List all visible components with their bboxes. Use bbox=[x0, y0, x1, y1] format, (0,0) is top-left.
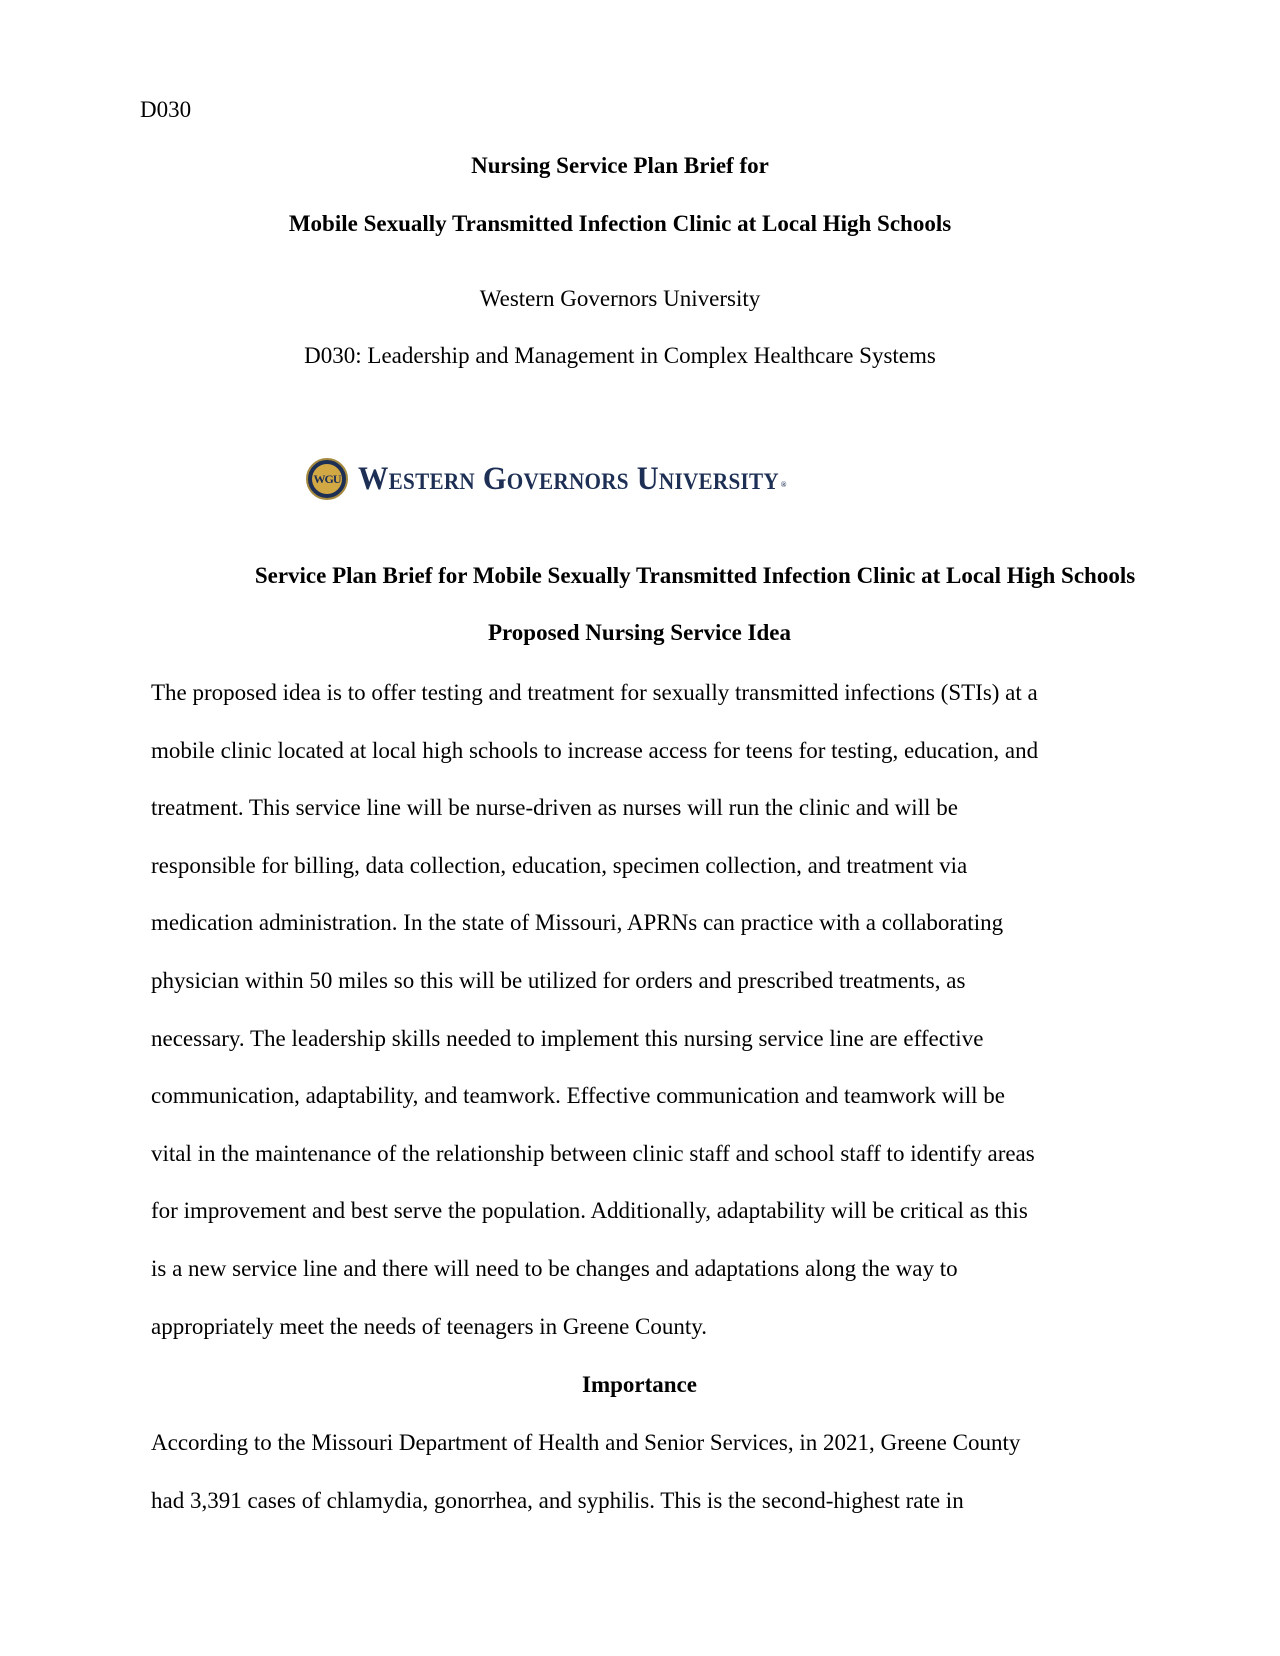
trademark-symbol: ® bbox=[780, 479, 787, 489]
paragraph-line: medication administration. In the state of Missouri, APRNs can practice with a collaborating bbox=[151, 910, 1004, 936]
paragraph-line: mobile clinic located at local high schools to increase access for teens for testing, education, and bbox=[151, 737, 1039, 763]
logo-wordmark bbox=[358, 461, 785, 498]
importance-paragraph bbox=[151, 1414, 1151, 1529]
section-heading-importance: Importance bbox=[582, 1372, 697, 1397]
seal-monogram: WGU bbox=[312, 464, 342, 494]
paragraph-line: vital in the maintenance of the relationship between clinic staff and school staff to identify areas bbox=[151, 1140, 1035, 1166]
section-heading-proposed-idea: Proposed Nursing Service Idea bbox=[487, 620, 792, 645]
proposed-idea-paragraph bbox=[151, 664, 1151, 1355]
paragraph-line: for improvement and best serve the population. Additionally, adaptability will be critical as this bbox=[151, 1198, 1028, 1224]
university-name: Western Governors University bbox=[479, 286, 761, 311]
paragraph-line: treatment. This service line will be nurse-driven as nurses will run the clinic and will be bbox=[151, 795, 958, 821]
paragraph-line: is a new service line and there will need to be changes and adaptations along the way to bbox=[151, 1255, 958, 1281]
wgu-logo bbox=[306, 456, 822, 502]
logo-wordmark-text: Western Governors University bbox=[358, 460, 780, 497]
university-seal-icon bbox=[306, 458, 348, 500]
paragraph-line: communication, adaptability, and teamwork. Effective communication and teamwork will be bbox=[151, 1083, 1005, 1109]
paragraph-line: necessary. The leadership skills needed to implement this nursing service line are effective bbox=[151, 1025, 984, 1051]
title-line-2: Mobile Sexually Transmitted Infection Clinic at Local High Schools bbox=[288, 211, 952, 236]
course-name: D030: Leadership and Management in Complex Healthcare Systems bbox=[304, 343, 936, 368]
title-line-1: Nursing Service Plan Brief for bbox=[471, 153, 769, 178]
paragraph-line: appropriately meet the needs of teenagers in Greene County. bbox=[151, 1313, 708, 1339]
paragraph-line: The proposed idea is to offer testing and treatment for sexually transmitted infections (STIs) at a bbox=[151, 680, 1038, 705]
main-heading: Service Plan Brief for Mobile Sexually Transmitted Infection Clinic at Local High Schools bbox=[254, 563, 1136, 588]
paragraph-line: had 3,391 cases of chlamydia, gonorrhea, and syphilis. This is the second-highest rate in bbox=[151, 1487, 964, 1513]
paragraph-line: responsible for billing, data collection, education, specimen collection, and treatment via bbox=[151, 852, 968, 878]
paragraph-line: physician within 50 miles so this will be utilized for orders and prescribed treatments, as bbox=[151, 967, 966, 993]
paragraph-line: According to the Missouri Department of Health and Senior Services, in 2021, Greene County bbox=[151, 1430, 1021, 1455]
running-head: D030 bbox=[140, 97, 192, 122]
